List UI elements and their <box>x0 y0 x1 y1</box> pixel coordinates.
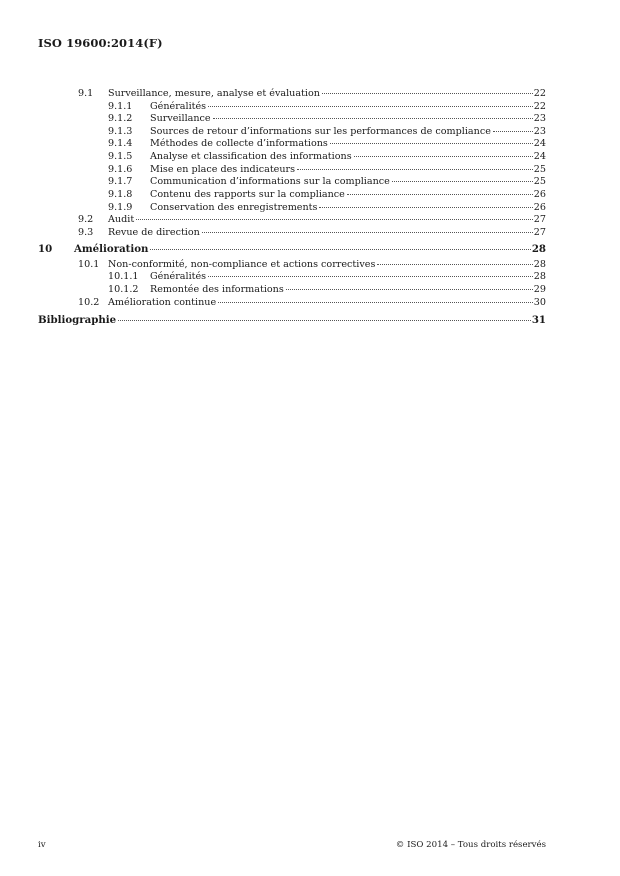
toc-entry[interactable] <box>0 87 620 100</box>
toc-entry-number: 9.1.7 <box>108 176 133 187</box>
dot-leader <box>208 276 533 277</box>
toc-entry-page: 23 <box>533 126 546 137</box>
dot-leader <box>347 194 533 195</box>
dot-leader <box>354 156 533 157</box>
dot-leader <box>377 264 532 265</box>
toc-entry-number: 9.1.4 <box>108 138 133 149</box>
toc-entry-title: Amélioration continue <box>108 297 217 308</box>
dot-leader <box>202 232 533 233</box>
dot-leader <box>118 320 531 321</box>
toc-entry-number: 9.1.1 <box>108 101 133 112</box>
dot-leader <box>286 289 533 290</box>
toc-entry-number: 9.1.9 <box>108 202 133 213</box>
toc-entry-page: 31 <box>531 314 546 326</box>
toc-entry-number: 10.2 <box>78 297 100 308</box>
toc-entry-page: 28 <box>533 271 546 282</box>
dot-leader <box>218 302 533 303</box>
toc-entry-page: 24 <box>533 138 546 149</box>
toc-entry-page: 23 <box>533 113 546 124</box>
toc-entry-number: 9.2 <box>78 214 94 225</box>
toc-entry-number: 9.1.2 <box>108 113 133 124</box>
toc-entry[interactable] <box>0 270 620 283</box>
toc-entry-title: Surveillance, mesure, analyse et évaluation <box>108 88 320 99</box>
toc-entry-number: 10.1 <box>78 259 100 270</box>
copyright-notice: © ISO 2014 – Tous droits réservés <box>395 840 546 850</box>
page-footer <box>38 838 546 852</box>
toc-entry-title: Conservation des enregistrements <box>150 202 318 213</box>
toc-entry-title: Contenu des rapports sur la compliance <box>150 189 345 200</box>
dot-leader <box>493 131 533 132</box>
toc-entry[interactable] <box>0 243 620 256</box>
dot-leader <box>322 93 533 94</box>
toc-entry-title: Méthodes de collecte d’informations <box>150 138 328 149</box>
dot-leader <box>136 219 533 220</box>
toc-entry-number: 9.1.5 <box>108 151 133 162</box>
dot-leader <box>297 169 533 170</box>
toc-entry-title: Analyse et classification des informations <box>150 151 352 162</box>
toc-entry[interactable] <box>0 137 620 150</box>
toc-entry-page: 29 <box>533 284 546 295</box>
toc-entry-title: Communication d’informations sur la compliance <box>150 176 390 187</box>
dot-leader <box>213 118 533 119</box>
page-number: iv <box>38 840 46 850</box>
toc-entry-title: Non-conformité, non-compliance et actions correctives <box>108 259 376 270</box>
toc-entry-page: 24 <box>533 151 546 162</box>
toc-entry[interactable] <box>0 188 620 201</box>
toc-entry-number: 10.1.1 <box>108 271 139 282</box>
toc-entry-page: 28 <box>531 243 546 255</box>
toc-entry-page: 22 <box>533 88 546 99</box>
toc-entry-title: Bibliographie <box>38 314 117 326</box>
toc-entry-title: Surveillance <box>150 113 211 124</box>
toc-entry-number: 9.1.6 <box>108 164 133 175</box>
toc-entry-page: 25 <box>533 164 546 175</box>
toc-entry-title: Mise en place des indicateurs <box>150 164 296 175</box>
toc-entry-title: Amélioration <box>74 243 149 255</box>
toc-entry-title: Sources de retour d’informations sur les performances de compliance <box>150 126 491 137</box>
toc-entry-number: 9.1.8 <box>108 189 133 200</box>
toc-entry[interactable] <box>0 150 620 163</box>
toc-entry-page: 22 <box>533 101 546 112</box>
toc-entry-title: Généralités <box>150 101 207 112</box>
toc-entry[interactable] <box>0 213 620 226</box>
toc-entry-title: Généralités <box>150 271 207 282</box>
dot-leader <box>392 181 533 182</box>
toc-entry-page: 28 <box>533 259 546 270</box>
toc-entry[interactable] <box>0 112 620 125</box>
toc-entry-number: 10.1.2 <box>108 284 139 295</box>
toc-entry-page: 27 <box>533 214 546 225</box>
toc-entry-page: 25 <box>533 176 546 187</box>
toc-entry[interactable] <box>0 296 620 309</box>
toc-entry-title: Remontée des informations <box>150 284 284 295</box>
toc-entry[interactable] <box>0 283 620 296</box>
toc-entry-page: 30 <box>533 297 546 308</box>
document-header: ISO 19600:2014(F) <box>38 36 163 50</box>
toc-entry[interactable] <box>0 314 620 327</box>
toc-entry[interactable] <box>0 175 620 188</box>
toc-entry-title: Revue de direction <box>108 227 200 238</box>
toc-entry-number: 10 <box>38 243 53 255</box>
toc-entry-title: Audit <box>108 214 135 225</box>
toc-entry-number: 9.1 <box>78 88 94 99</box>
dot-leader <box>319 207 532 208</box>
toc-entry[interactable] <box>0 226 620 239</box>
toc-entry-page: 26 <box>533 202 546 213</box>
toc-entry-number: 9.3 <box>78 227 94 238</box>
toc-entry-number: 9.1.3 <box>108 126 133 137</box>
toc-entry-page: 26 <box>533 189 546 200</box>
dot-leader <box>208 106 533 107</box>
dot-leader <box>150 249 530 250</box>
toc-entry-page: 27 <box>533 227 546 238</box>
dot-leader <box>330 143 533 144</box>
